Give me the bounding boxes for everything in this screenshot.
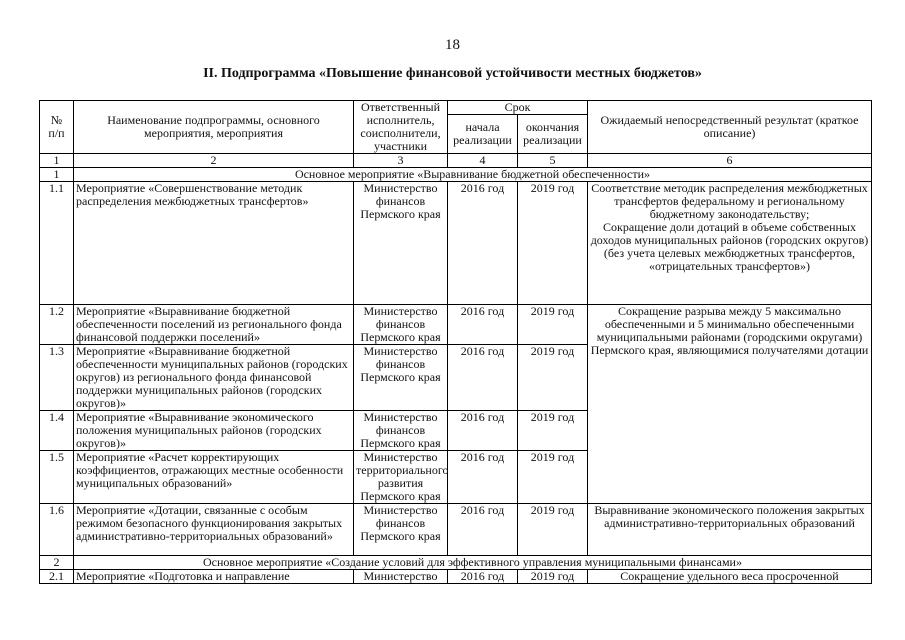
row-end: 2019 год — [518, 504, 588, 556]
row-start: 2016 год — [448, 570, 518, 584]
section-num: 1 — [40, 168, 74, 182]
column-number: 4 — [448, 154, 518, 168]
row-start: 2016 год — [448, 305, 518, 345]
column-number: 1 — [40, 154, 74, 168]
document-title: II. Подпрограмма «Повышение финансовой устойчивости местных бюджетов» — [203, 66, 702, 81]
section-num: 2 — [40, 556, 74, 570]
row-start: 2016 год — [448, 411, 518, 451]
row-name: Мероприятие «Выравнивание бюджетной обеспеченности муниципальных районов (городских округов) из регионального фонда финансовой поддержки муниципальных районов (городских округов)» — [74, 345, 354, 411]
row-name: Мероприятие «Дотации, связанные с особым режимом безопасного функционирования закрытых административно-территориальных образований» — [74, 504, 354, 556]
row-result: Выравнивание экономического положения закрытых административно-территориальных образований — [588, 504, 872, 556]
row-name: Мероприятие «Подготовка и направление — [74, 570, 354, 584]
header-executor: Ответственный исполнитель, соисполнители, участники — [354, 101, 448, 154]
row-executor: Министерство территориального развития Пермского края — [354, 451, 448, 504]
row-end: 2019 год — [518, 305, 588, 345]
row-num: 1.4 — [40, 411, 74, 451]
row-result-text: Соответствие методик распределения межбюджетных трансфертов федеральному и региональному бюджетному законодательству; Сокращение доли дотаций в объеме собственных доходов муниципальных районов (городских округов) (без учета целевых межбюджетных трансфертов, «отрицательных трансфертов») — [590, 181, 869, 273]
section-title: Основное мероприятие «Создание условий для эффективного управления муниципальными финансами» — [74, 556, 872, 570]
row-executor: Министерство финансов Пермского края — [354, 305, 448, 345]
table-row — [40, 504, 872, 556]
row-name: Мероприятие «Выравнивание экономического положения муниципальных районов (городских округов)» — [74, 411, 354, 451]
row-executor: Министерство финансов Пермского края — [354, 182, 448, 305]
row-end: 2019 год — [518, 451, 588, 504]
row-num: 2.1 — [40, 570, 74, 584]
row-start: 2016 год — [448, 182, 518, 305]
row-executor: Министерство финансов Пермского края — [354, 411, 448, 451]
row-end: 2019 год — [518, 182, 588, 305]
row-start: 2016 год — [448, 345, 518, 411]
merged-result: Сокращение разрыва между 5 максимально обеспеченными и 5 минимально обеспеченными муниципальными районами (городскими округами) Пермского края, являющимися получателями дотации — [588, 305, 872, 504]
row-result — [588, 182, 872, 305]
row-num: 1.2 — [40, 305, 74, 345]
column-number: 2 — [74, 154, 354, 168]
row-end: 2019 год — [518, 570, 588, 584]
measures-table — [39, 100, 872, 584]
section-row — [40, 556, 872, 570]
header-end: окончания реализации — [518, 115, 588, 154]
row-name: Мероприятие «Выравнивание бюджетной обеспеченности поселений из регионального фонда финансовой поддержки поселений» — [74, 305, 354, 345]
table-row — [40, 182, 872, 305]
column-number: 6 — [588, 154, 872, 168]
column-number: 5 — [518, 154, 588, 168]
row-start: 2016 год — [448, 504, 518, 556]
row-num: 1.1 — [40, 182, 74, 305]
header-result: Ожидаемый непосредственный результат (краткое описание) — [588, 101, 872, 154]
column-number: 3 — [354, 154, 448, 168]
row-num: 1.6 — [40, 504, 74, 556]
header-term: Срок — [448, 101, 588, 115]
page-number: 18 — [445, 37, 460, 53]
header-num-text: № п/п — [48, 113, 65, 140]
section-row — [40, 168, 872, 182]
row-result: Сокращение удельного веса просроченной — [588, 570, 872, 584]
row-num: 1.3 — [40, 345, 74, 411]
row-start: 2016 год — [448, 451, 518, 504]
row-executor: Министерство финансов Пермского края — [354, 345, 448, 411]
header-num — [40, 101, 74, 154]
row-end: 2019 год — [518, 345, 588, 411]
section-title: Основное мероприятие «Выравнивание бюджетной обеспеченности» — [74, 168, 872, 182]
table-row — [40, 305, 872, 345]
row-name: Мероприятие «Совершенствование методик распределения межбюджетных трансфертов» — [74, 182, 354, 305]
row-executor: Министерство финансов Пермского края — [354, 504, 448, 556]
row-num: 1.5 — [40, 451, 74, 504]
row-executor: Министерство — [354, 570, 448, 584]
row-end: 2019 год — [518, 411, 588, 451]
header-start: начала реализации — [448, 115, 518, 154]
table-row — [40, 570, 872, 584]
row-name: Мероприятие «Расчет корректирующих коэффициентов, отражающих местные особенности муниципальных образований» — [74, 451, 354, 504]
header-name: Наименование подпрограммы, основного мероприятия, мероприятия — [74, 101, 354, 154]
